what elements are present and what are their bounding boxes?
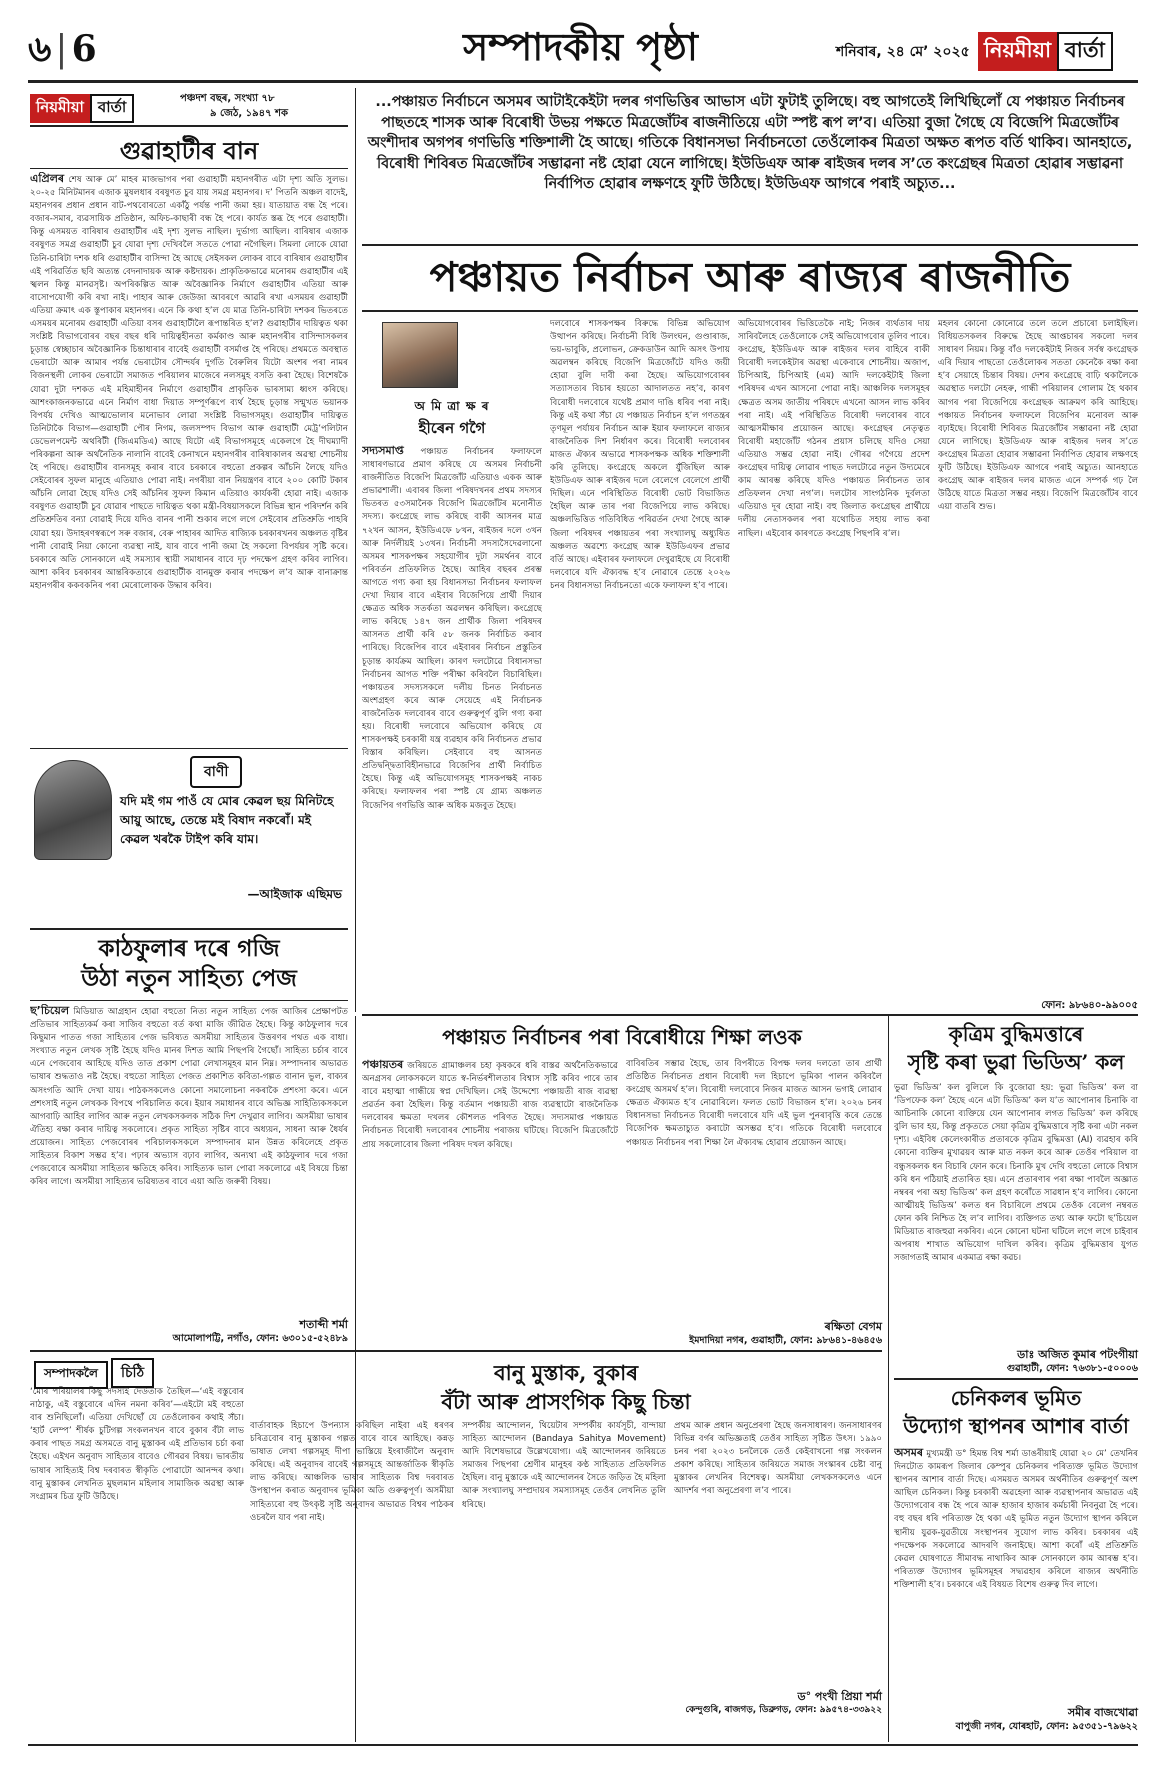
main-article-col-4: মহলৰ কোনো কোনোৱে তলে তলে প্ৰচাৰো চলাইছিল। বিধিয়তসকলৰ বিৰুদ্ধে হৈছে আপ্তচাৰৰ সকলো দলৰ সাধাৰণ নিয়ম। কিন্তু বাঁও দলকেইটাই নিজৰ সৰ্বস্ব কংগ্ৰেছক এৰি দিয়াৰ পাছতো তেওঁলোকৰ সততা কেনেকৈ ৰক্ষা কৰা হ’ব সেয়াহে চিন্তাৰ বিষয়। দেশৰ কংগ্ৰেছে বাঢ়ি থকালৈকে অৱস্থাত দলটো নেহৰু, গান্ধী পৰিয়ালৰ গোলাম হৈ থকাৰ আগৰ পৰা বিজেপিয়ে কংগ্ৰেছক আক্ৰমণ কৰি আহিছে। পঞ্চায়ত নিৰ্বাচনৰ ফলাফলে বিজেপিৰ মনোবল আৰু বঢ়াইছে। বিৰোধী শিবিৰত মিত্ৰজোঁটৰ সম্ভাৱনা নষ্ট হোৱা যেনে লাগিছে। ইউডিএফ আৰু ৰাইজৰ দলৰ স’তে কংগ্ৰেছৰ মিত্ৰতা হোৱাৰ সম্ভাৱনা নিৰ্বাপিত হোৱাৰ লক্ষণহে ফুটি উঠিছে। ইউডিএফ আগৰে পৰাই অচ্যুত। আনহাতে কংগ্ৰেছ আৰু ৰাইজৰ দলৰ মাজত এনে সম্পৰ্ক গঢ় লৈ উঠিছে যাতে মিত্ৰতা সম্ভৱ নহয়। বিজেপি মিত্ৰজোঁটৰ বাবে এয়া বাতৰি শুভ। [938,319,1138,513]
masthead-rule [28,80,1138,83]
banu-col-2: সম্পৰ্কীয় আন্দোলন, থিয়েটাৰ সম্পৰ্কীয় কাৰ্যসূচী, বান্দায়া সাহিত্য আন্দোলন (Bandaya Sahitya Movement) আদি বিশেষভাৱে উল্লেখযোগ্য। এই আন্দোলনৰ জৰিয়তে সমাজৰ পিছপৰা শ্ৰেণীৰ মানুহৰ কণ্ঠ সাহিত্যত প্ৰতিফলিত হৈছিল। বানু মুস্তাকে এই আন্দোলনৰ সৈতে জড়িত হৈ মহিলা আৰু সংখ্যালঘু সম্প্ৰদায়ৰ সমস্যাসমূহ তেওঁৰ লেখনিত তুলি ধৰিছে। [462,1421,666,1510]
panchayat-lesson-col-1: পঞ্চায়তৰ জৰিয়তে গ্ৰামাঞ্চলৰ চহা কৃষকৰে ধৰি বাস্তৱ অৰ্থনৈতিকভাৱে অনগ্ৰসৰ লোকসকলে যাতে স্ব-নিৰ্ভৰশীলতাৰ বিশ্বাস সৃষ্টি কৰিব পাৰে তাৰ বাবে মহাত্মা গান্ধীয়ে স্বপ্ন দেখিছিল। সেই উদ্দেশ্যে পঞ্চায়তী ৰাজ ব্যৱস্থা প্ৰৱৰ্তন কৰা হৈছিল। কিন্তু বৰ্তমান পঞ্চায়তী ৰাজ ব্যৱস্থাটো ৰাজনৈতিক দলবোৰৰ ক্ষমতা দখলৰ কৌশলত পৰিণত হৈছে। সদ্যসমাপ্ত পঞ্চায়ত নিৰ্বাচনত বিৰোধী দলবোৰৰ শোচনীয় পৰাজয় ঘটিছে। বিজেপি মিত্ৰজোঁটে প্ৰায় সকলোবোৰ জিলা পৰিষদ দখল কৰিছে। [362,1058,618,1150]
letters-body: ‘মোৰ পৰিয়ালৰ কিছু সদস্যই দেউতাক তৈছিল—‘এই বস্তুবোৰ নাঠাকু, এই বস্তুবোৰে এদিন নমনা কৰিব’—এইটো মই বহুতো বাৰ শুনিছিলোঁ। এতিয়া দেখিছোঁ যে তেওঁলোকৰ কথাই সঁচা। ‘হাৰ্ট লেম্প’ শীৰ্ষক চুটিগল্প সংকলনখন বাবে বুকাৰ বঁটা লাভ কৰাৰ পাছত সমগ্ৰ অসমতে বানু মুস্তাকৰ এই প্ৰতিভাৰ চৰ্চা কৰা হৈছে। এইখন অনুবাদ সাহিত্যৰ বাবেও গৌৰৱৰ বিষয়। ভাৰতীয় ভাষাৰ সাহিত্যই বিশ্ব দৰবাৰত স্বীকৃতি পোৱাটো আনন্দৰ কথা। বানু মুস্তাকৰ লেখনিত মুছলমান মহিলাৰ সামাজিক অৱস্থা আৰু সংগ্ৰামৰ চিত্ৰ ফুটি উঠিছে। [30,1387,244,1502]
editorial-logo: নিয়মীয়া বাৰ্তা [30,94,134,123]
headline-rule [362,310,1138,312]
panchayat-lesson-title: পঞ্চায়ত নিৰ্বাচনৰ পৰা বিৰোধীয়ে শিক্ষা লওক [442,1025,802,1049]
author-portrait-image [34,760,112,860]
section-title: সম্পাদকীয় পৃষ্ঠা [463,24,698,69]
china-body: অসমৰ মুখ্যমন্ত্ৰী ড° হিমন্ত বিশ্ব শৰ্মা ডাঙৰীয়াই যোৱা ২০ মে’ তেখনিৰ দিনটোত কামৰূপ জিলাৰ কেম্পুৰ চেনিকলৰ পৰিত্যক্ত ভূমিত উদ্যোগ স্থাপনৰ আশাৰ বাৰ্তা দিছে। এসময়ত অসমৰ অৰ্থনীতিৰ গুৰুত্বপূৰ্ণ অংশ আছিল চেনিকল। কিন্তু চৰকাৰী অৱহেলা আৰু ব্যৱস্থাপনাৰ অভাৱত এই উদ্যোগবোৰ বন্ধ হৈ পৰে আৰু হাজাৰ হাজাৰ কৰ্মচাৰী নিবনুৱা হৈ পৰে। বহু বছৰ ধৰি পৰিত্যক্ত হৈ থকা এই ভূমিত নতুন উদ্যোগ স্থাপন কৰিলে স্থানীয় যুৱক-যুৱতীয়ে সংস্থাপনৰ সুযোগ লাভ কৰিব। চৰকাৰৰ এই পদক্ষেপক সকলোৱে আদৰণি জনাইছে। আশা কৰোঁ এই প্ৰতিশ্ৰুতি কেৱল ঘোষণাতে সীমাবদ্ধ নাথাকিব আৰু সোনকালে কাম আৰম্ভ হ’ব। পৰিত্যক্ত উদ্যোগৰ ভূমিসমূহৰ সদ্ব্যৱহাৰ কৰিলে ৰাজ্যৰ অৰ্থনীতি শক্তিশালী হ’ব। চৰকাৰে এই বিষয়ত বিশেষ গুৰুত্ব দিব লাগে। [894,1446,1138,1590]
page-number: ৬ | 6 [28,28,97,70]
panchayat-lesson-col-2: বাবিৰতিৰ সম্ভাৱ হৈছে, তাৰ বিপৰীতে বিপক্ষ দলৰ দলতো তাৰ প্ৰাৰ্থী প্ৰতিষ্ঠিত নিৰ্বাচনত প্ৰধান বিৰোধী দল হিচাপে ভূমিকা পালন কৰিবলৈ কংগ্ৰেছ অসমৰ্থ হ’ল। বিৰোধী দলবোৰে নিজৰ মাজত আসন ভগাই লোৱাৰ ক্ষেত্ৰত ঐক্যমত হ’ব নোৱাৰিলে। ফলত ভোট বিভাজন হ’ল। ২০২৬ চনৰ বিধানসভা নিৰ্বাচনত বিৰোধী দলবোৰে যদি এই ভুল পুনৰাবৃত্তি কৰে তেন্তে বিজেপিক ক্ষমতাচ্যুত কৰাটো অসম্ভৱ হ’ব। গতিকে বিৰোধী দলবোৰে পঞ্চায়ত নিৰ্বাচনৰ পৰা শিক্ষা লৈ ঐক্যবদ্ধ হোৱাৰ প্ৰয়োজন আছে। [626,1059,882,1148]
right-divider [888,1016,889,1742]
article-author: হীৰেন গগৈ [418,419,486,437]
page-date: শনিবাৰ, ২৪ মে’ ২০২৫ [836,44,970,60]
banu-col-1: বাৰ্তাবাহক হিচাপে উপন্যাস কৰিছিল নাইবা এই ধৰণৰ চৰিত্ৰবোৰ বানু মুস্তাকৰ গল্পত বাৰে বাৰে আহিছে। কন্নড় ভাষাত লেখা গল্পসমূহ দীপা ভাস্তিয়ে ইংৰাজীলৈ অনুবাদ কৰিছে। এই অনুবাদৰ বাবেই গল্পসমূহে আন্তৰ্জাতিক স্বীকৃতি লাভ কৰিছে। আঞ্চলিক ভাষাৰ সাহিত্যক বিশ্ব দৰবাৰত উপস্থাপন কৰাত অনুবাদৰ ভূমিকা অতি গুৰুত্বপূৰ্ণ। অসমীয়া সাহিত্যৰো বহু উৎকৃষ্ট সৃষ্টি অনুবাদৰ অভাৱত বিশ্বৰ পাঠকৰ ওচৰলৈ যাব পৰা নাই। [250,1421,454,1523]
editorial-volume: পঞ্চদশ বছৰ, সংখ্যা ৭৮ [180,93,275,104]
banu-contact: কেন্দুগুৰি, ৰাজগড়, ডিব্ৰুগড়, ফোন: ৯৯৫৭৪-৩৩৯২২ [685,1705,882,1715]
ai-bottom-rule [894,1378,1138,1380]
main-article-contact: ফোন: ৯৮৬৪০-৯৯০০৫ [1041,1000,1138,1011]
kathphula-author: শতাব্দী শৰ্মা [299,1318,348,1331]
masthead [0,0,1161,80]
author-photo-image [382,322,458,388]
editorial-title-rule [30,168,348,169]
panchayat-lesson-contact: ইমদাদিয়া নগৰ, গুৱাহাটী, ফোন: ৯৮৬৪১-৪৬৪৫৬ [689,1335,882,1346]
main-article-col-1: সদ্যসমাপ্ত পঞ্চায়ত নিৰ্বাচনৰ ফলাফলে সাধাৰণভাৱে প্ৰমাণ কৰিছে যে অসমৰ নিৰ্বাচনী ৰাজনীতিত বিজেপি মিত্ৰজোঁট এতিয়াও একক আৰু প্ৰভাৱশালী। এবাৰৰ জিলা পৰিষদখনৰ প্ৰথম সদস্যৰ ভিতৰত ৫৩সমানৈক বিজেপি মিত্ৰজোঁটৰ মনোনীত সদস্য। কংগ্ৰেছে লাভ কৰিছে বাকী আসনৰ মাত্ৰ ৭২খন আসন, ইউডিএফে ৮খন, ৰাইজৰ দলে ৩খন আৰু নিৰ্দলীয়ই ১৩খন। নিৰ্বাচনী সদস্যসৈদেৱলানো অসমৰ শাসকপক্ষৰ সহযোগীৰ দুটা সমৰ্থনৰ বাবে পৰিবৰ্তন প্ৰতিফলিত হৈছে। আহিৰ বছৰৰ প্ৰৰম্ভ আগতে গণ্য কৰা হয় বিধানসভা নিৰ্বাচনৰ ফলাফল দেখা দিয়াৰ বাবে এইবাৰ বিজেপিয়ে প্ৰাৰ্থী দিয়াৰ ক্ষেত্ৰত অধিক সতৰ্কতা অৱলম্বন কৰিছিল। কংগ্ৰেছে লাভ কৰিছে ১৪৭ জন প্ৰাৰ্থীক জিলা পৰিষদৰ আসনত প্ৰাৰ্থী কৰি ৫৮ জনক নিৰ্বাচিত কৰাব পাৰিছে। বিজেপিৰ বাবে এইবাৰৰ নিৰ্বাচন প্ৰস্তুতিৰ চূড়ান্ত কাৰ্যক্ৰম আছিল। কাৰণ দলটোৱে বিধানসভা নিৰ্বাচনৰ আগত শক্তি পৰীক্ষা কৰিবলৈ বিচাৰিছিল। পঞ্চায়তৰ সদস্যসকলে দলীয় চিনত নিৰ্বাচনত অংশগ্ৰহণ কৰে আৰু সেয়েহে এই নিৰ্বাচনক ৰাজনৈতিক দলবোৰৰ বাবে গুৰুত্বপূৰ্ণ বুলি গণ্য কৰা হয়। বিৰোধী দলবোৰে অভিযোগ কৰিছে যে শাসকপক্ষই চৰকাৰী যন্ত্ৰ ব্যৱহাৰ কৰি নিৰ্বাচনত প্ৰভাৱ বিস্তাৰ কৰিছিল। সেইবাবে বহু আসনত প্ৰতিদ্বন্দ্বিতাবিহীনভাৱে বিজেপিৰ প্ৰাৰ্থী নিৰ্বাচিত হৈছে। কিন্তু এই অভিযোগসমূহ শাসকপক্ষই নাকচ কৰিছে। ফলাফলৰ পৰা স্পষ্ট যে গ্ৰাম্য অঞ্চলত বিজেপিৰ গণভিত্তি আৰু অধিক মজবুত হৈছে। [362,444,542,811]
teaser-text: ...পঞ্চায়ত নিৰ্বাচনে অসমৰ আটাইকেইটা দলৰ গণভিত্তিৰ আভাস এটা ফুটাই তুলিছে। বহু আগতেই লিখিছিলোঁ যে পঞ্চায়ত নিৰ্বাচনৰ পাছতহে শাসক আৰু বিৰোধী উভয় পক্ষতে মিত্ৰজোঁটৰ ৰাজনীতিয়ে এটা স্পষ্ট ৰূপ ল’ব। এতিয়া বুজা গৈছে যে বিজেপি মিত্ৰজোঁটৰ অংশীদাৰ অগপৰ গণভিত্তি শক্তিশালী হৈ আছে। গতিকে বিধানসভা নিৰ্বাচনতো তেওঁলোকৰ মিত্ৰতা অক্ষত ৰূপত বৰ্তি থাকিব। আনহাতে, বিৰোধী শিবিৰত মিত্ৰজোঁটৰ সম্ভাৱনা নষ্ট হোৱা যেনে লাগিছে। ইউডিএফ আৰু ৰাইজৰ দলৰ স’তে কংগ্ৰেছৰ মিত্ৰতা হোৱাৰ সম্ভাৱনা নিৰ্বাপিত হোৱাৰ লক্ষণহে ফুটি উঠিছে। ইউডিএফ আগৰে পৰাই অচ্যুত... [367,94,1133,192]
quote-bottom-rule [30,928,348,930]
ai-contact: গুৱাহাটী, ফোন: ৭৬৩৮১-৫০০০৬ [1006,1363,1138,1374]
teaser-rule [362,244,1138,246]
panchayat-lesson-author: ৰক্ষিতা বেগম [824,1320,882,1333]
main-headline: পঞ্চায়ত নিৰ্বাচন আৰু ৰাজ্যৰ ৰাজনীতি [429,253,1071,301]
masthead-logo: নিয়মীয়া বাৰ্তা [978,32,1113,71]
ai-title: কৃত্ৰিম বুদ্ধিমত্তাৰে সৃষ্টি কৰা ভুৱা ভিডিঅ’ কল [907,1022,1125,1074]
quote-author: —আইজাক এছিমভ [247,887,342,901]
quote-text: যদি মই গম পাওঁ যে মোৰ কেৱল ছয় মিনিটহে আয়ু আছে, তেন্তে মই বিষাদ নকৰোঁ। মই কেৱল খৰকৈ টাইপ কৰি যাম। [120,794,334,846]
banu-title: বানু মুস্তাক, বুকাৰ বঁটা আৰু প্ৰাসংগিক কিছু চিন্তা [441,1360,691,1414]
editorial-top-rule [30,125,348,127]
editorial-body: এপ্ৰিলৰ শেষ আৰু মে’ মাহৰ মাজভাগৰ পৰা গুৱাহাটী মহানগৰীত এটা দৃশ্য অতি সুলভ। ২০-২৫ মিনিটমানৰ এজাক মুষলধাৰ বৰষুণত চুব যায় সমগ্ৰ মহানগৰ। দ’ পিতনি অঞ্চল বাদেই, মহানগৰৰ প্ৰধান প্ৰধান বাট-পথবোৰতো একাঁঠু পৰ্যন্ত পানী জমা হয়। যাতায়াত বন্ধ হৈ পৰে। বজাৰ-সমাৰ, ব্যৱসায়িক প্ৰতিষ্ঠান, অফিচ-কাছাৰী বন্ধ হৈ পৰে। কাৰ্যত স্তব্ধ হৈ পৰে গুৱাহাটী। কিন্তু এসময়ত বাৰিষাৰ গুৱাহাটীৰ এই দৃশ্য সুলভ নাছিল। দুৰ্ভাগ্য আছিল। বাৰিষাৰ এজাক বৰষুণত সমগ্ৰ গুৱাহাটী চুব যোৱা দৃশ্য দেখিবলৈ সততে পোৱা নগৈছিল। সিমলা লোকে যোৱা তিনি-চাৰিটা দশক ধৰি গুৱাহাটীৰ বাসিন্দা হৈ আছে সেইসকল লোকৰ বাবে বাৰিষাৰ গুৱাহাটীৰ এই পৰিৱৰ্তিত ছবি অত্যন্ত বেদনাদায়ক আৰু কষ্টদায়ক। প্ৰাকৃতিকভাৱে মনোৰম গুৱাহাটীৰ এই স্খলন কিন্তু মানৱসৃষ্ট। অপৰিকল্পিত আৰু অবৈজ্ঞানিক নিৰ্মাণে গুৱাহাটীৰ এতিয়া আৰু বাসোপযোগী কৰি ৰখা নাই। পাহাৰ আৰু জেউজা আবৰণে আৱৰি ৰখা এসময়ৰ গুৱাহাটী এতিয়া ক্ৰমাৎ এক স্তূপাকাৰ মহানগৰ। এনে কি কথা হ’ল যে মাত্ৰ তিনি-চাৰিটা দশকৰ ভিতৰতে এসময়ৰ মনোৰম গুৱাহাটী এতিয়া বসৰ গুৱাহাটীলৈ ৰূপান্তৰিত হ’ল? গুৱাহাটীৰ দায়িত্বত থকা সংশ্লিষ্ট বিভাগবোৰৰ বছৰ বছৰ ধৰি দায়িত্বহীনতা কৰ্মকাণ্ড আৰু মহানগৰীৰ বাসিন্দাসকলৰ চূড়ান্ত স্বেচ্ছাচাৰ অবৈজ্ঞানিক চিন্তাধাৰাৰ বাবেই গুৱাহাটী বসৰ্মাপ্ত হৈ পৰিছে। প্ৰথমতে অবস্থাত ভেৰাটো আৰু আমাৰ পৰ্যন্ত ভেৰাটোৰ সৌন্দৰ্যৰ দুৰ্গতি বৈৰুলিৰ যিটো অংশৰ পৰা নামৰ বিজনস্থলী লোকৰ ভেৰাটো সমাজত পৰিয়ালৰ মাজেৰে নলসমুহ বসতি কৰা হৈছে। বিশেষকৈ যোৱা দুটা দশকত এই মহিমাহীনৰ নিৰ্মাণে গুৱাহাটীৰ প্ৰাকৃতিক ভাৰসাম্য ধ্বংস কৰিছে। আশংকাজনকভাৱে এনে নিৰ্মাণ বাধা দিয়াত সম্পূৰ্ণৰূপে ব্যৰ্থ হৈছে চূড়ান্ত সন্মুখত ভয়ানক বিপৰ্যয় দেখিও আত্মভোলাৰ মনোভাব লোৱা সংশ্লিষ্ট বিভাগসমূহ। গুৱাহাটীৰ দায়িত্বত তিনিটাকৈ বিভাগ—গুৱাহাটী পৌৰ নিগম, জলসম্পদ বিভাগ আৰু গুৱাহাটী মেট্ৰ’পলিটান ডেভেলপমেন্ট অথৰিটী (জিএমডিএ) আছে যিটো এই বিভাগসমূহে একেলগে হৈ দীঘম্যাদী পৰিকল্পনা আৰু অৰ্থনৈতিক নালানি বাবেই কেনাখনে মহানগৰীৰ বাৰিষাকালৰ অৱস্থা শোচনীয় হৈ পৰিছে। গুৱাহাটীৰ বানসমূহ কৰাৰ বাবে চৰকাৰে বহুতো প্ৰকল্পৰ আঁচনি লৈছে যদিও সেইবোৰৰ সুফল মানুহে এতিয়াও পোৱা নাই। নগৰীয়া বান নিয়ন্ত্ৰণৰ বাবে ২০০ কোটি টকাৰ আঁচনি লোৱা হৈছে যদিও সেই আঁচনিৰ সুফল কিমান এতিয়াও কাৰ্যকৰী হোৱা নাই। এজাক বৰষুণত গুৱাহাটী চুব যোৱাৰ পাছতে দায়িত্বত থকা মন্ত্ৰী-বিষয়াসকলে বিভিন্ন স্থান পৰিদৰ্শন কৰি প্ৰতিশ্ৰুতিৰ বন্যা বোৱাই দিয়ে যদিও বানৰ পানী শুকাৰ লগে লগে সেইবোৰ প্ৰতিশ্ৰুতি পাহৰি যোৱা হয়। উদাহৰণস্বৰূপে সৰু বজাৰ, বেৰু পাহাৰৰ আদিত ৰাজ্যিক চৰকাৰখনৰ অঞ্চলত বৃষ্টিৰ পানী বোৱাই নিয়া কোনো ব্যৱস্থা নাই, যাৰ বাবে পানী জমা হৈ সকলো বিপৰ্যয়ৰ সৃষ্টি কৰে। চৰকাৰে অতি সোনকালে এই সমস্যাৰ স্থায়ী সমাধানৰ বাবে দৃঢ় পদক্ষেপ গ্ৰহণ কৰিব লাগিব। আশা কৰিব চৰকাৰৰ আন্তৰিকতাৰে গুৱাহাটীক বানমুক্ত কৰাৰ পদক্ষেপ ল’ব আৰু বানাক্ৰান্ত মহানগৰীৰ ককবকনিৰ পৰা মেৰোলোকক উদ্ধাৰ কৰিব। [30,172,348,591]
editorial-date: ৯ জেঠ, ১৯৪৭ শক [210,108,288,119]
column-author-block [362,318,542,438]
page-bottom-rule [28,1744,1138,1746]
china-contact: বাপুজী নগৰ, যোৰহাট, ফোন: ৯৫৩৫১-৭৯৬২২ [955,1721,1138,1732]
ai-body: ভুৱা ভিডিঅ’ কল বুলিলে কি বুজোৱা হয়: ভুৱা ভিডিঅ’ কল বা ‘ডিপফেক কল’ হৈছে এনে এটা ভিডিঅ’ কল য’ত আপোনাৰ চিনাকি বা আচিনাকি কোনো ব্যক্তিয়ে যেন আপোনাৰ লগত ভিডিঅ’ কল কৰিছে বুলি ভাব হয়, কিন্তু প্ৰকৃততে সেয়া কৃত্ৰিম বুদ্ধিমত্তাৰে সৃষ্টি কৰা এটা নকল দৃশ্য। এইবিধ কেলেংকাৰীত প্ৰতাৰকে কৃত্ৰিম বুদ্ধিমত্তা (AI) ব্যৱহাৰ কৰি কোনো ব্যক্তিৰ মুখাৱয়ব আৰু মাত নকল কৰে আৰু তেওঁৰ পৰিয়াল বা বন্ধুসকলক ধন বিচাৰি ফোন কৰে। চিনাকি মুখ দেখি বহুতো লোকে বিশ্বাস কৰি ধন পঠিয়াই প্ৰতাৰিত হয়। এনে প্ৰতাৰণাৰ পৰা ৰক্ষা পাবলৈ অজ্ঞাত নম্বৰৰ পৰা অহা ভিডিঅ’ কল গ্ৰহণ কৰোঁতে সাৱধান হ’ব লাগিব। কোনো আত্মীয়ই ভিডিঅ’ কলত ধন বিচাৰিলে প্ৰথমে তেওঁক বেলেগ নম্বৰত ফোন কৰি নিশ্চিত হৈ ল’ব লাগিব। ব্যক্তিগত তথ্য আৰু ফটো ছ’চিয়েল মিডিয়াত ৰাজহুৱা নকৰিব। এনে কোনো ঘটনা ঘটিলে লগে লগে চাইবাৰ অপৰাধ শাখাত অভিযোগ দাখিল কৰিব। কৃত্ৰিম বুদ্ধিমত্তাৰ যুগত সজাগতাই আমাৰ একমাত্ৰ ৰক্ষা কৱচ। [894,1083,1138,1264]
quote-box [30,752,348,922]
main-article-bottom-rule [362,1014,1138,1016]
panchayat-lesson-bottom-rule [30,1350,882,1352]
main-article-col-3: অভিযোগবোৰৰ ভিত্তিতেকৈ নাই; নিজৰ ব্যৰ্থতাৰ দায় সাৰিবলৈহে তেওঁলোকে সেই অভিযোগবোৰ তুলিব পাৰে। কংগ্ৰেছ, ইউডিএফ আৰু ৰাইজৰ দলৰ বাহিৰে বাকী বিৰোধী দলকেইটাৰ অৱস্থা একেবাৰে শোচনীয়। অজাপ, চিপিআই, চিপিআই (এম) আদি দলকেইটাই জিলা পৰিষদৰ এখন আসনো পোৱা নাই। আঞ্চলিক দলসমূহৰ ক্ষেত্ৰত অসম জাতীয় পৰিষদে এখনো আসন লাভ কৰিব পৰা নাই। এই পৰিস্থিতিত বিৰোধী দলবোৰৰ বাবে আত্মসমীক্ষাৰ প্ৰয়োজন আছে। কংগ্ৰেছৰ নেতৃত্বত বিৰোধী মহাজোঁট গঠনৰ প্ৰয়াস চলিছে যদিও সেয়া এতিয়াও সম্ভৱ হোৱা নাই। গৌৰৱ গগৈয়ে প্ৰদেশ কংগ্ৰেছৰ দায়িত্ব লোৱাৰ পাছত দলটোৱে নতুন উদ্যমেৰে কাম আৰম্ভ কৰিছে যদিও পঞ্চায়ত নিৰ্বাচনত তাৰ প্ৰতিফলন দেখা নগ’ল। দলটোৰ সাংগঠনিক দুৰ্বলতা এতিয়াও দূৰ হোৱা নাই। বহু জিলাত কংগ্ৰেছৰ প্ৰাৰ্থীয়ে দলীয় নেতাসকলৰ পৰা যথোচিত সহায় লাভ কৰা নাছিল। এইবোৰ কাৰণতে কংগ্ৰেছ পিছপৰি ৰ’ল। [738,319,930,539]
banu-author: ড° পংখী প্ৰিয়া শৰ্মা [797,1690,882,1703]
china-author: সমীৰ বাজখোৱা [1067,1706,1138,1719]
column-name: অ মি ত্ৰা ক্ষ ৰ [414,399,490,413]
ai-author: ডাঃ অজিত কুমাৰ পটংগীয়া [1017,1348,1138,1361]
kathphula-body: ছ’চিয়েল মিডিয়াত আগ্ৰহান হোৱা বহুতো নিত্য নতুন সাহিত্য পেজ আজিৰ প্ৰেক্ষাপটত প্ৰতিভাৰ সাহিত্যকৰ্ম কৰা সাজিব বহুতো বৰ্ত কথা মাজি জীৱিত হৈছে। কিন্তু কাঠফুলাৰ দৰে কিছুমান পাতত গজা সাহিত্যৰ পেজ ভবিষ্যত অসমীয়া সাহিত্যৰ উত্তৰণৰ পথত এক বাধা। সংখ্যাত নতুন লেখক সৃষ্টি হৈছে যদিও মানৰ দিশত আমি পিছপৰি গৈছোঁ। সাহিত্য চৰ্চাৰ বাবে এনে পেজবোৰ আহিছে যদিও তাত প্ৰকাশ পোৱা লেখাসমূহৰ মান নিম্ন। সম্পাদনাৰ অভাৱত ভাষাৰ শুদ্ধতাও নষ্ট হৈছে। বহুতো সাহিত্য পেজত প্ৰকাশিত কবিতা-গল্পত বানান ভুল, বাক্যৰ অসংগতি আদি দেখা যায়। পাঠকসকলেও কোনো সমালোচনা নকৰাকৈ প্ৰশংসা কৰে। এনে প্ৰশংসাই নতুন লেখকক বিপথে পৰিচালিত কৰে। ইয়াৰ সমাধানৰ বাবে অভিজ্ঞ সাহিত্যিকসকলে আগবাঢ়ি আহিব লাগিব আৰু নতুন লেখকসকলক সঠিক দিশ দেখুৱাব লাগিব। অসমীয়া ভাষাৰ ঐতিহ্য ৰক্ষা কৰাৰ দায়িত্ব সকলোৰে। প্ৰকৃত সাহিত্য সৃষ্টিৰ বাবে অধ্যয়ন, সাধনা আৰু ধৈৰ্যৰ প্ৰয়োজন। সাহিত্য পেজবোৰৰ পৰিচালকসকলে সম্পাদনাৰ মান উন্নত কৰিলেহে প্ৰকৃত সাহিত্যৰ বিকাশ সম্ভৱ হ’ব। পঢ়াৰ অভ্যাস বঢ়াব লাগিব, অন্যথা এই কাঠফুলাৰ দৰে গজা পেজবোৰে অসমীয়া সাহিত্যৰ ক্ষতিহে কৰিব। সাহিত্যক ভাল পোৱা সকলোৱে এই বিষয়ে চিন্তা কৰিব লাগে। অসমীয়া সাহিত্যৰ ভৱিষ্যতৰ বাবে এয়া অতি জৰুৰী বিষয়। [30,1004,348,1188]
kathphula-title: কাঠফুলাৰ দৰে গজি উঠা নতুন সাহিত্য পেজ [81,935,297,992]
banu-col-3: প্ৰথম আৰু প্ৰধান অনুপ্ৰেৰণা হৈছে জনসাধাৰণ। জনসাধাৰণৰ বিভিন্ন বৰ্গৰ অভিজ্ঞতাই তেওঁৰ সাহিত্য সৃষ্টিত উৎস। ১৯৯০ চনৰ পৰা ২০২৩ চনলৈকে তেওঁ কেইবাখনো গল্প সংকলন প্ৰকাশ কৰিছে। সাহিত্যৰ জৰিয়তে সমাজ সংস্কাৰৰ চেষ্টা বানু মুস্তাকৰ লেখনিৰ বিশেষত্ব। অসমীয়া লেখকসকলেও এনে আদৰ্শৰ পৰা অনুপ্ৰেৰণা ল’ব পাৰে। [674,1421,882,1497]
main-article-col-2: দলবোৰে শাসকপক্ষৰ বিৰুদ্ধে বিভিন্ন অভিযোগ উত্থাপন কৰিছে। নিৰ্বাচনী বিধি উলংঘন, গুণ্ডাৰাজ, ভয়-ভাবুকি, প্ৰলোভন, ক্ৰেকডাউন আদি অসৎ উপায় অৱলম্বন কৰিছে বিজেপি মিত্ৰজোঁটে যদিও জয়ী হোৱা বুলি দাবী কৰা হৈছে। অভিযোগবোৰৰ সত্যাসত্যৰ বিচাৰ হয়তো আদালতত নহ’ব, কাৰণ বিৰোধী দলবোৰে যথেষ্ট প্ৰমাণ দাঙি ধৰিব পৰা নাই। কিন্তু এই কথা সঁচা যে পঞ্চায়ত নিৰ্বাচন হ’ল গণতন্ত্ৰৰ তৃণমূল পৰ্যায়ৰ নিৰ্বাচন আৰু ইয়াৰ ফলাফলে ৰাজ্যৰ ৰাজনৈতিক দিশ নিৰ্ধাৰণ কৰে। বিৰোধী দলবোৰৰ মাজত ঐক্যৰ অভাৱে শাসকপক্ষক অধিক শক্তিশালী কৰি তুলিছে। কংগ্ৰেছে অকলে যুঁজিছিল আৰু ইউডিএফ আৰু ৰাইজৰ দলে বেলেগে বেলেগে প্ৰাৰ্থী দিছিল। এনে পৰিস্থিতিত বিৰোধী ভোট বিভাজিত হৈছিল আৰু তাৰ পৰা বিজেপিয়ে লাভ কৰিছে। অঞ্চলভিত্তিত গতিবিধিত পৰিৱৰ্তন দেখা গৈছে আৰু জিলা পৰিষদৰ পঞ্চায়তৰ পৰা সংখ্যালঘু অধ্যুষিত অঞ্চলত অৱশ্যে কংগ্ৰেছ আৰু ইউডিএফৰ প্ৰভাৱ বৰ্তি আছে। এইবাৰৰ ফলাফলে দেখুৱাইছে যে বিৰোধী দলবোৰে যদি ঐক্যবদ্ধ হ’ব নোৱাৰে তেন্তে ২০২৬ চনৰ বিধানসভা নিৰ্বাচনতো একে ফলাফল হ’ব পাৰে। [550,319,730,591]
column-divider [355,88,356,1012]
china-title: চেনিকলৰ ভূমিত উদ্যোগ স্থাপনৰ আশাৰ বাৰ্তা [903,1386,1129,1438]
quote-label: বাণী [190,756,242,788]
editorial-title: গুৱাহাটীৰ বান [119,136,259,165]
kathphula-contact: আমোলাপট্টি, নগাঁও, ফোন: ৬৩০১৫-৫২৪৮৯ [172,1333,348,1344]
kathphula-title-rule [30,1000,348,1001]
quote-top-rule [30,748,348,749]
letters-label: সম্পাদকলৈ চিঠি [34,1358,154,1389]
